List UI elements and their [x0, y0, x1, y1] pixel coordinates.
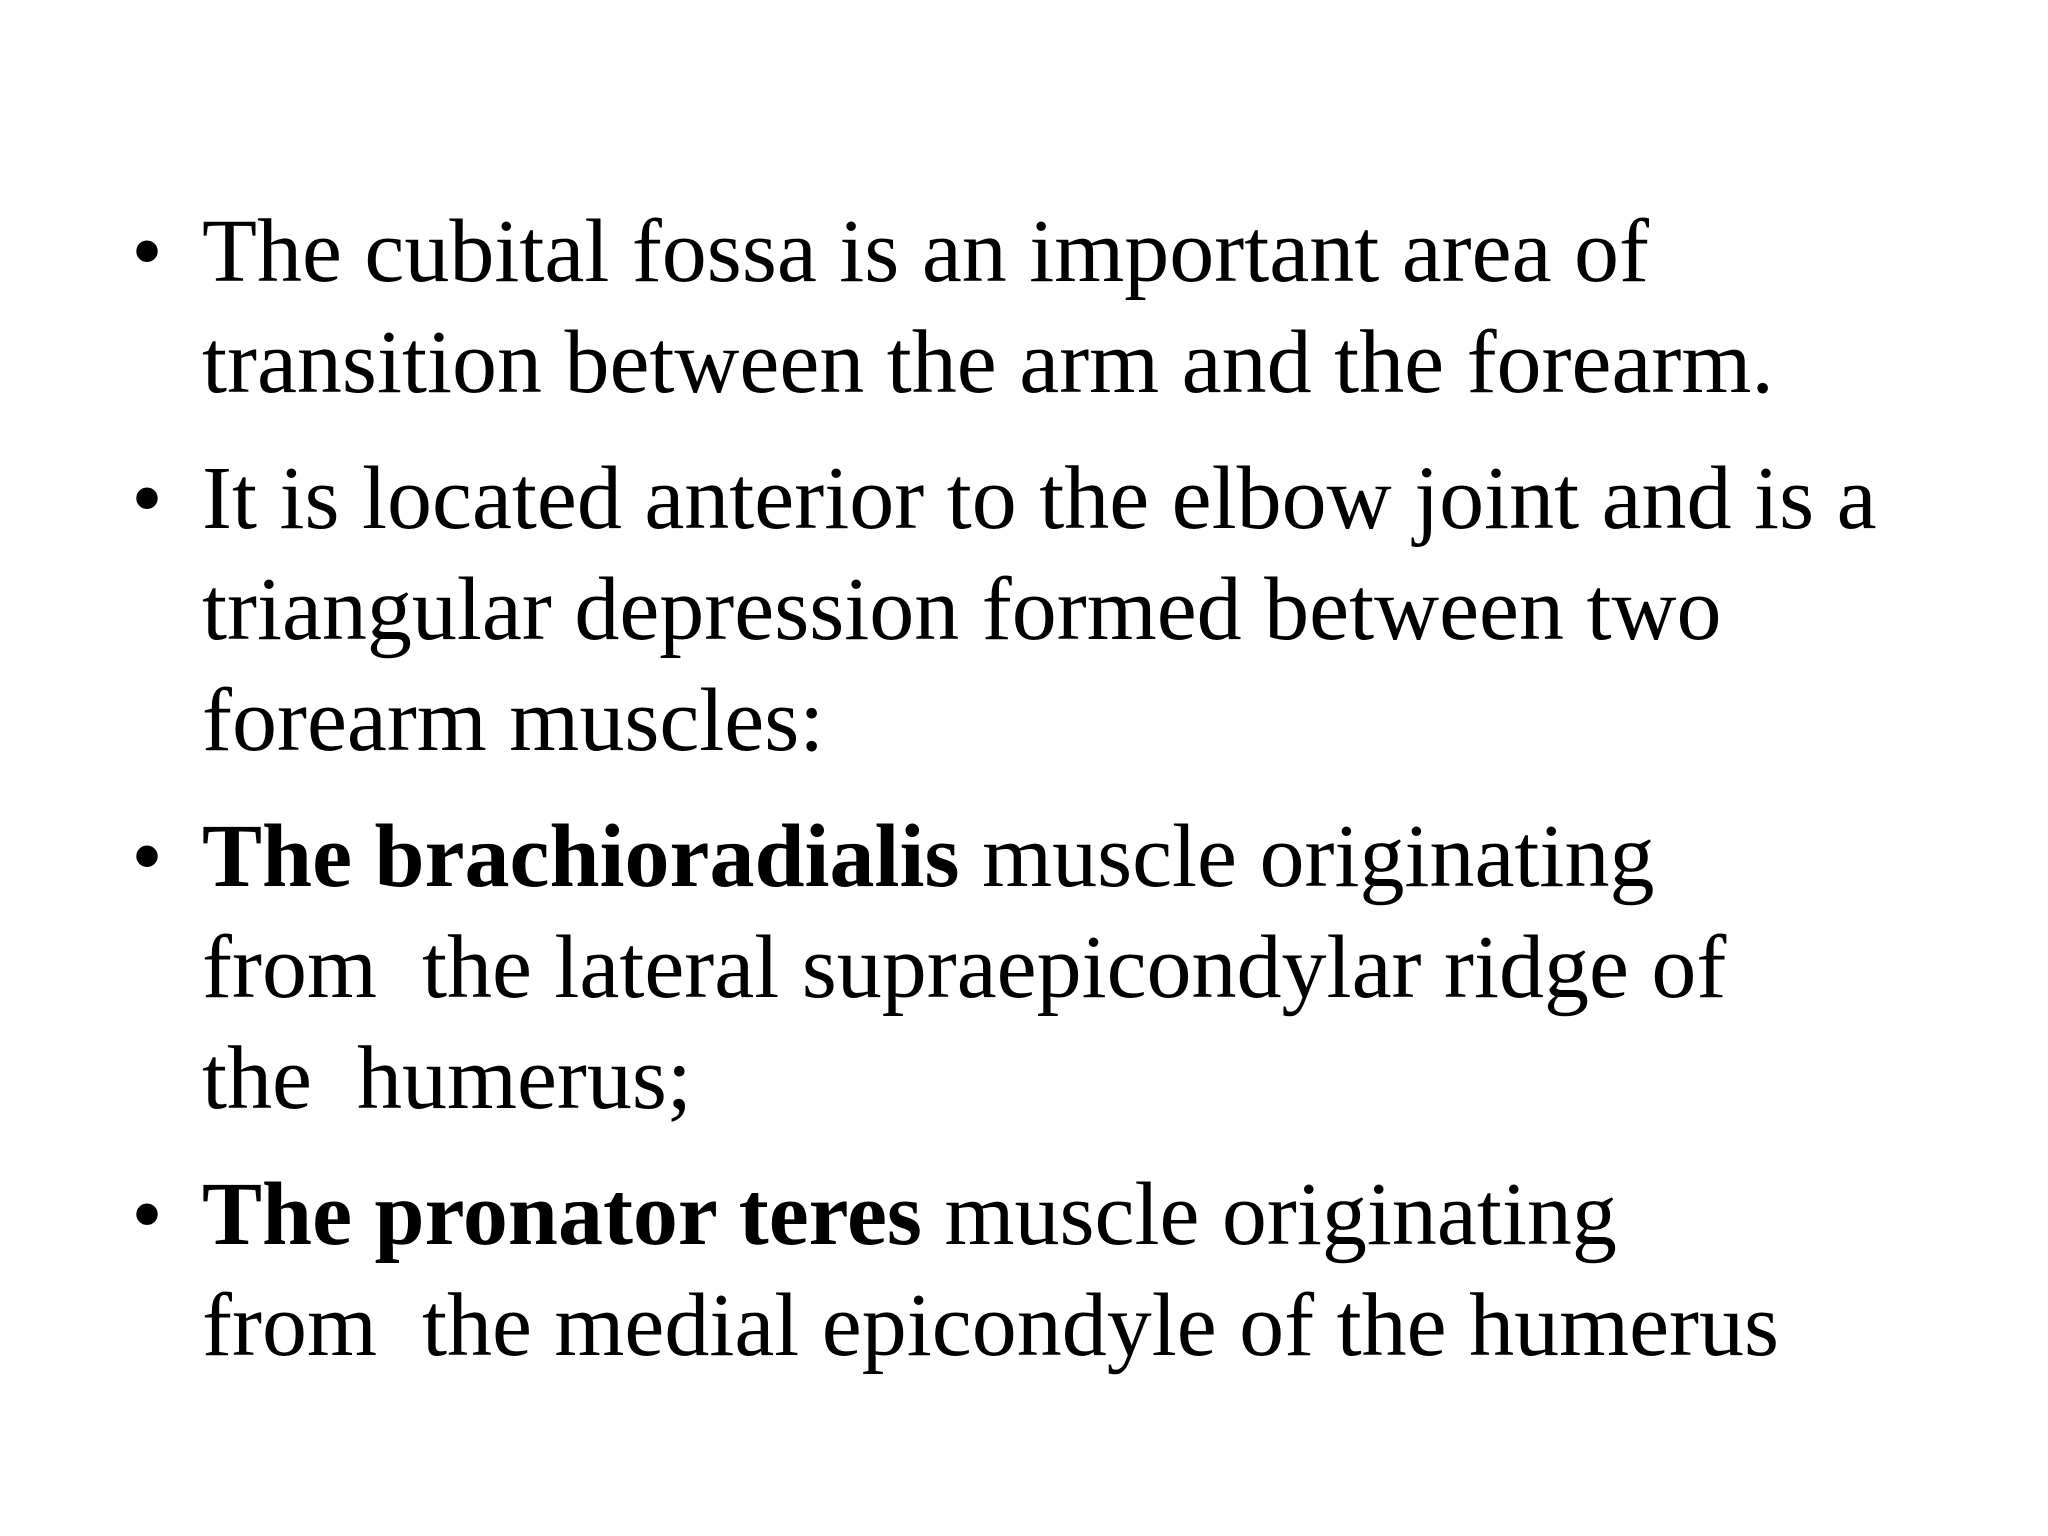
text-line-content: the humerus;: [202, 1029, 692, 1128]
text-line-content: forearm muscles:: [202, 671, 825, 770]
text-line: [202, 1159, 1982, 1270]
text-line: [202, 307, 1982, 418]
bullet-icon: •: [131, 449, 163, 548]
text-line: [202, 912, 1982, 1023]
bullet-list: [122, 196, 1982, 1406]
text-line-content: from the lateral supraepicondylar ridge of: [202, 918, 1727, 1017]
bullet-text-2: [202, 443, 1982, 776]
bullet-item-4: [122, 1159, 1982, 1381]
text-line-content: transition between the arm and the forearm.: [202, 313, 1774, 412]
bullet-text-3: [202, 801, 1982, 1134]
bullet-icon: •: [131, 202, 163, 301]
bullet-icon: •: [131, 1165, 163, 1264]
bullet-text-1: [202, 196, 1982, 418]
text-line: [202, 196, 1982, 307]
bullet-icon: •: [131, 807, 163, 906]
text-line-content: triangular depression formed between two: [202, 560, 1722, 659]
bullet-item-3: [122, 801, 1982, 1134]
text-line: [202, 443, 1982, 554]
bullet-item-1: [122, 196, 1982, 418]
text-line-content: It is located anterior to the elbow joint and is a: [202, 449, 1877, 548]
text-line: [202, 554, 1982, 665]
text-line-content: from the medial epicondyle of the humerus: [202, 1276, 1780, 1375]
text-line-content: The cubital fossa is an important area of: [202, 202, 1649, 301]
text-line: [202, 665, 1982, 776]
text-line-content: muscle originating: [921, 1165, 1617, 1264]
text-line: [202, 1270, 1982, 1381]
bullet-text-4: [202, 1159, 1982, 1381]
text-line: [202, 801, 1982, 912]
bold-term-pronator-teres: The pronator teres: [202, 1165, 922, 1264]
bullet-item-2: [122, 443, 1982, 776]
text-line-content: muscle originating: [959, 807, 1655, 906]
bold-term-brachioradialis: The brachioradialis: [202, 807, 960, 906]
text-line: [202, 1023, 1982, 1134]
